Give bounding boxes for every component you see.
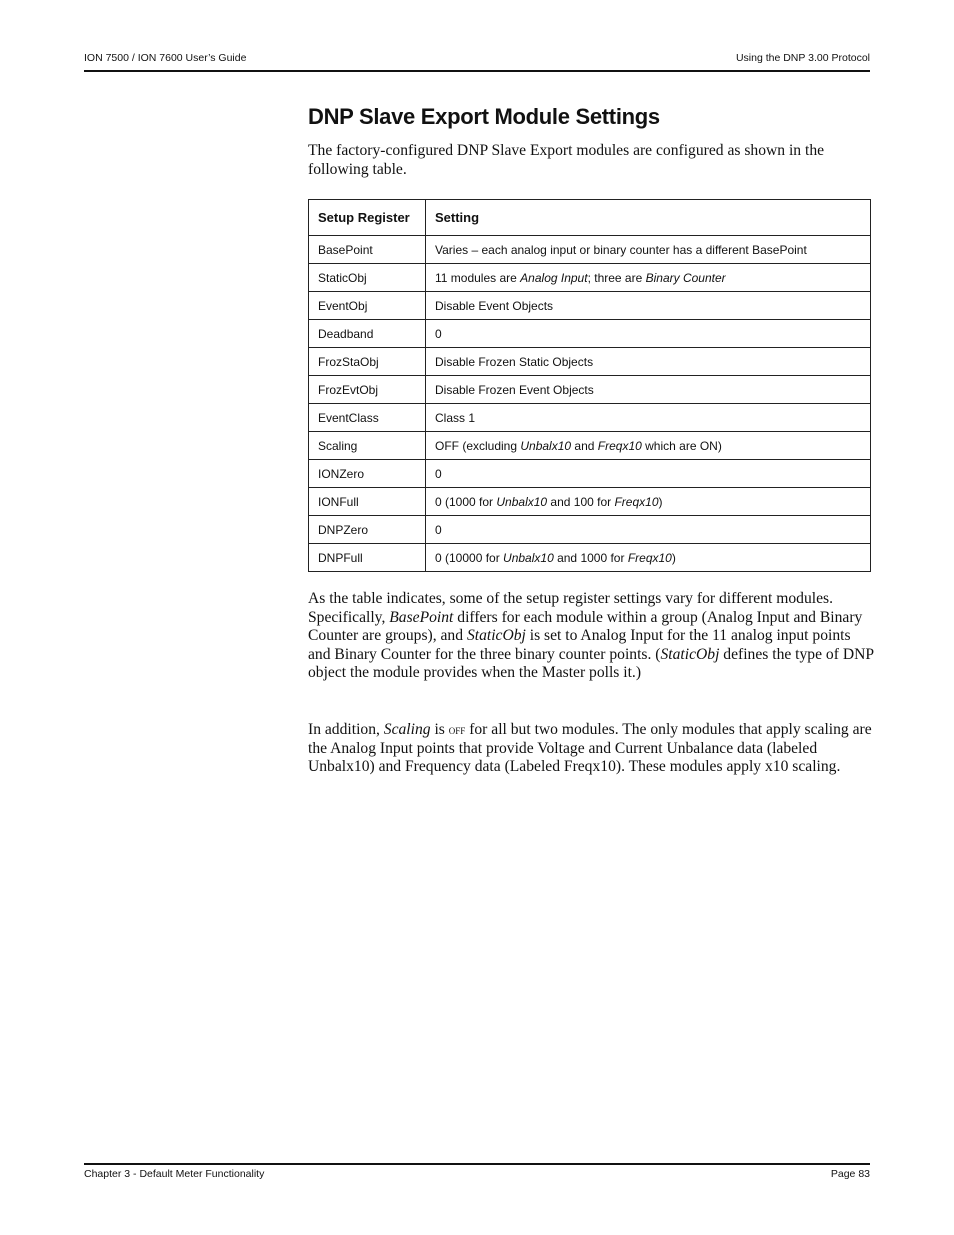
header-setup-register: Setup Register xyxy=(309,200,426,236)
table-row xyxy=(309,376,871,404)
header-setting: Setting xyxy=(426,200,871,236)
register-cell: EventObj xyxy=(309,292,426,320)
register-cell: IONZero xyxy=(309,460,426,488)
header-doc-title: ION 7500 / ION 7600 User’s Guide xyxy=(84,52,247,64)
header-section-title: Using the DNP 3.00 Protocol xyxy=(735,52,870,64)
setting-cell: 0 (10000 for Unbalx10 and 1000 for Freqx10) xyxy=(426,544,871,572)
intro-paragraph: The factory-configured DNP Slave Export modules are configured as shown in the following table. xyxy=(308,142,825,178)
table-row xyxy=(309,292,871,320)
register-cell: BasePoint xyxy=(309,236,426,264)
settings-table xyxy=(308,199,871,572)
setting-cell: 11 modules are Analog Input; three are Binary Counter xyxy=(426,264,871,292)
footer-rule xyxy=(84,1163,870,1165)
explanation-paragraph: As the table indicates, some of the setup register settings vary for different modules. Specifically, BasePoint differs for each module within a group (Analog Input and Binary Counter are groups), and StaticObj is set to Analog Input for the 11 analog input points and Binary Counter for the three binary counter points. (StaticObj defines the type of DNP object the module provides when the Master polls it.) xyxy=(308,590,874,682)
table-row xyxy=(309,264,871,292)
setting-cell: 0 xyxy=(426,320,871,348)
register-cell: DNPZero xyxy=(309,516,426,544)
setting-cell: OFF (excluding Unbalx10 and Freqx10 which are ON) xyxy=(426,432,871,460)
setting-cell: Class 1 xyxy=(426,404,871,432)
running-footer xyxy=(84,1168,870,1184)
setting-cell: Disable Frozen Static Objects xyxy=(426,348,871,376)
table-row xyxy=(309,516,871,544)
table-row xyxy=(309,460,871,488)
register-cell: StaticObj xyxy=(309,264,426,292)
setting-cell: 0 xyxy=(426,460,871,488)
scaling-paragraph: In addition, Scaling is off for all but two modules. The only modules that apply scaling are the Analog Input points that provide Voltage and Current Unbalance data (labeled Unbalx10) and Frequency data (Labeled Freqx10). These modules apply x10 scaling. xyxy=(308,721,872,776)
table-row xyxy=(309,236,871,264)
register-cell: FrozStaObj xyxy=(309,348,426,376)
header-rule xyxy=(84,70,870,72)
register-cell: Deadband xyxy=(309,320,426,348)
setting-cell: Disable Event Objects xyxy=(426,292,871,320)
setting-cell: Varies – each analog input or binary counter has a different BasePoint xyxy=(426,236,871,264)
setting-cell: 0 xyxy=(426,516,871,544)
setting-cell: Disable Frozen Event Objects xyxy=(426,376,871,404)
table-row xyxy=(309,320,871,348)
table-header-row xyxy=(309,200,871,236)
table-row xyxy=(309,488,871,516)
table-row xyxy=(309,404,871,432)
page-number: Page 83 xyxy=(830,1168,870,1180)
register-cell: EventClass xyxy=(309,404,426,432)
table-row xyxy=(309,348,871,376)
register-cell: IONFull xyxy=(309,488,426,516)
table-row xyxy=(309,544,871,572)
register-cell: FrozEvtObj xyxy=(309,376,426,404)
setting-cell: 0 (1000 for Unbalx10 and 100 for Freqx10) xyxy=(426,488,871,516)
register-cell: DNPFull xyxy=(309,544,426,572)
section-title: DNP Slave Export Module Settings xyxy=(308,104,660,129)
running-header xyxy=(84,52,870,68)
footer-chapter: Chapter 3 - Default Meter Functionality xyxy=(84,1168,265,1180)
table-row xyxy=(309,432,871,460)
register-cell: Scaling xyxy=(309,432,426,460)
